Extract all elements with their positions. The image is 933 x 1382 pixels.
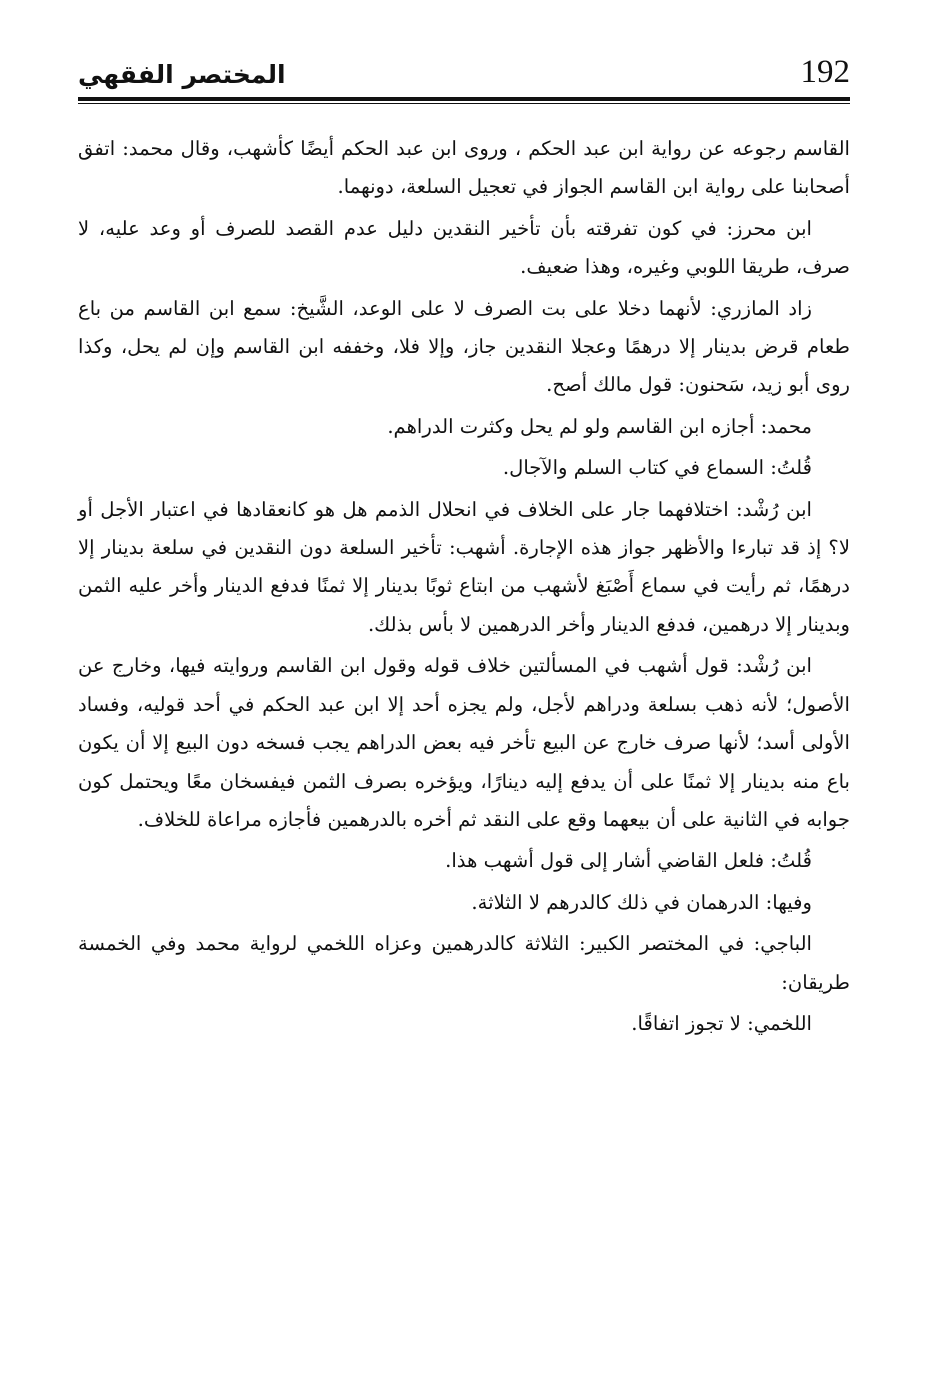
paragraph: ابن رُشْد: اختلافهما جار على الخلاف في انحلال الذمم هل هو كانعقادها في اعتبار الأجل أو لا؟ إذ قد تبارءا والأظهر جواز هذه الإجارة. أشهب: تأخير السلعة دون النقدين في سلعة بدينار إلا درهمًا، ثم رأيت في سماع أَصْبَغ لأشهب من ابتاع ثوبًا بدينار إلا ثمنًا فدفع الدينار وأخر عليه الثمن وبدينار إلا درهمين، فدفع الدينار وأخر الدرهمين لا بأس بذلك. <box>78 497 850 636</box>
paragraph: قُلتُ: السماع في كتاب السلم والآجال. <box>502 456 812 480</box>
paragraph: اللخمي: لا تجوز اتفاقًا. <box>631 1011 812 1035</box>
paragraph: قُلتُ: فلعل القاضي أشار إلى قول أشهب هذا. <box>445 849 812 873</box>
paragraph: ابن رُشْد: قول أشهب في المسألتين خلاف قوله وقول ابن القاسم وروايته فيها، وخارج عن الأصول؛ لأنه ذهب بسلعة ودراهم لأجل، ولم يجزه أحد إلا ابن عبد الحكم في أحد قوليه، وفساد الأولى أسد؛ لأنها صرف خارج عن البيع تأخر فيه بعض الدراهم يجب فسخه دون البيع إلا أن يكون باع منه بدينار إلا ثمنًا على أن يدفع إليه دينارًا، ويؤخره بصرف الثمن فيفسخان معًا ويحتمل كون جوابه في الثانية على أن بيعهما وقع على النقد ثم أخره بالدرهمين فأجازه مراعاة للخلاف. <box>78 654 850 831</box>
paragraph: محمد: أجازه ابن القاسم ولو لم يحل وكثرت الدراهم. <box>387 414 812 438</box>
page-number: 192 <box>800 54 850 90</box>
paragraph: زاد المازري: لأنهما دخلا على بت الصرف لا على الوعد، الشَّيخ: سمع ابن القاسم من باع طعام قرض بدينار إلا درهمًا وعجلا النقدين جاز، وإلا فلا، وخففه ابن القاسم وإن لم يحل، وكذا روى أبو زيد، سَحنون: قول مالك أصح. <box>78 296 850 397</box>
paragraph: ابن محرز: في كون تفرقته بأن تأخير النقدين دليل عدم القصد للصرف أو وعد عليه، لا صرف، طريقا اللوبي وغيره، وهذا ضعيف. <box>78 216 850 279</box>
header-rule <box>78 97 850 105</box>
paragraph: وفيها: الدرهمان في ذلك كالدرهم لا الثلاثة. <box>471 890 812 914</box>
page-header <box>78 52 850 100</box>
paragraph: الباجي: في المختصر الكبير: الثلاثة كالدرهمين وعزاه اللخمي لرواية محمد وفي الخمسة طريقان: <box>78 932 850 994</box>
book-page <box>78 52 850 1342</box>
body-text <box>78 130 850 1046</box>
paragraph: القاسم رجوعه عن رواية ابن عبد الحكم ، وروى ابن عبد الحكم أيضًا كأشهب، وقال محمد: اتفق أصحابنا على رواية ابن القاسم الجواز في تعجيل السلعة، دونهما. <box>78 137 850 199</box>
running-title: المختصر الفقهي <box>78 60 286 89</box>
